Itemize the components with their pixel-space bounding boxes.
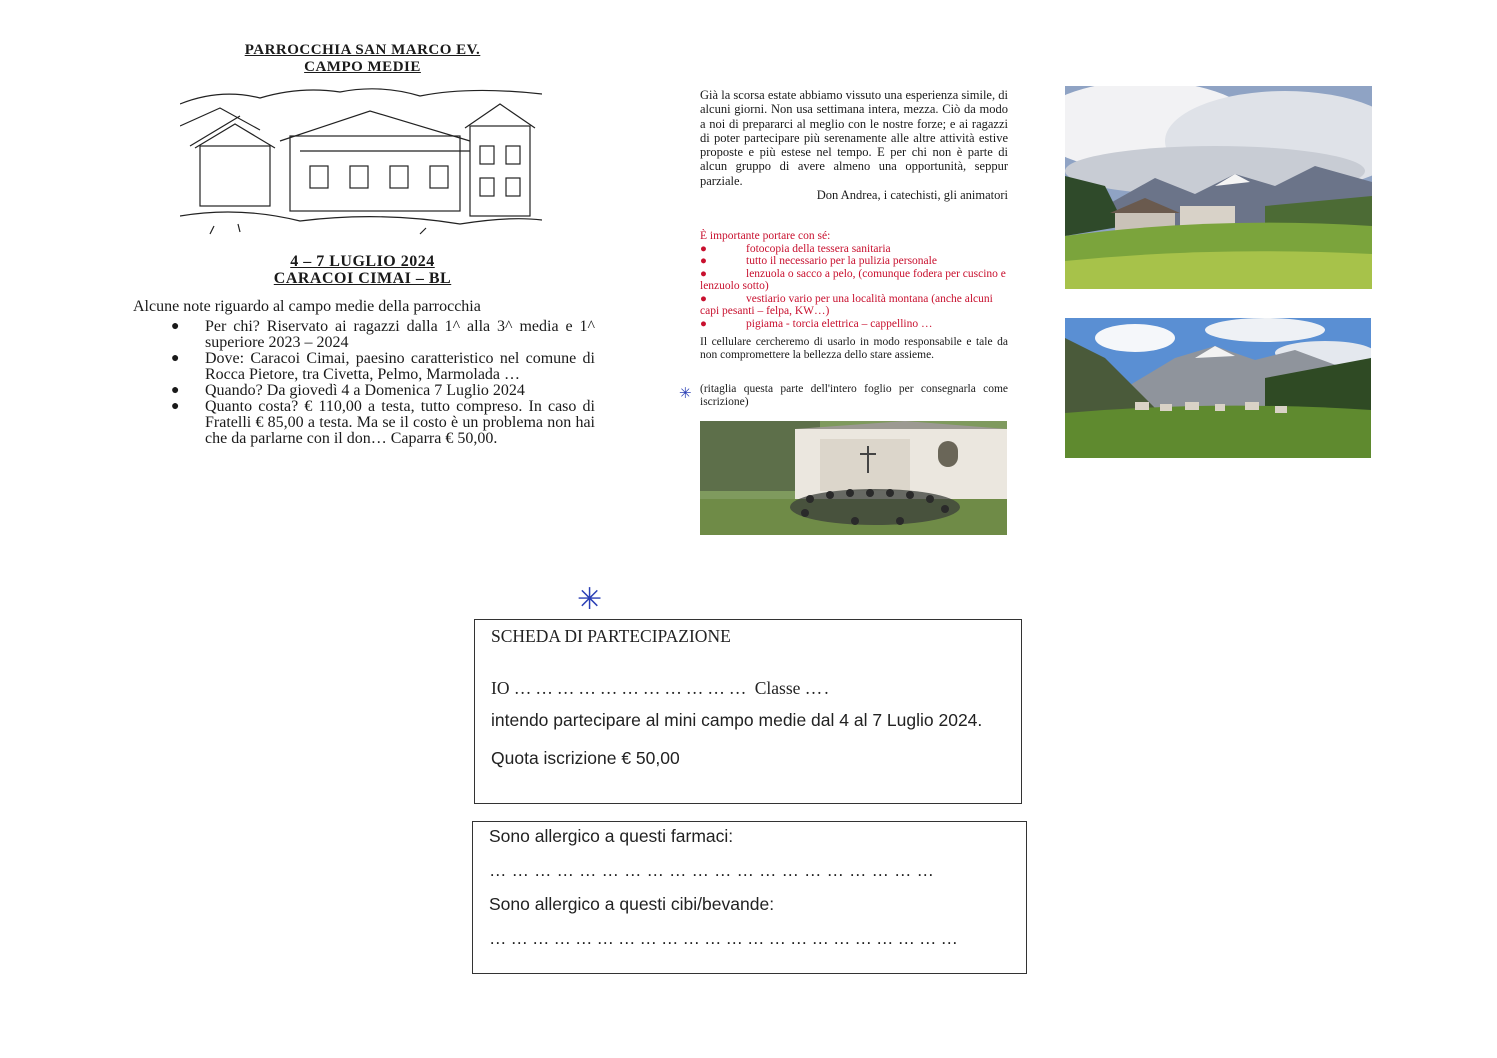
house-sketch <box>180 86 542 236</box>
valley-photo <box>1065 318 1371 458</box>
participation-form <box>474 619 1022 804</box>
list-item: ● pigiama - torcia elettrica – cappellino … <box>700 317 933 330</box>
letter-block <box>700 88 1008 202</box>
camp-notes <box>133 299 595 447</box>
quota-text: Quota iscrizione € 50,00 <box>491 748 680 768</box>
notes-intro: Alcune note riguardo al campo medie della parrocchia <box>133 298 481 315</box>
io-label: IO <box>491 678 510 698</box>
camp-dates: 4 – 7 LUGLIO 2024 <box>290 253 435 270</box>
camp-name: CAMPO MEDIE <box>304 59 421 75</box>
drugs-label: Sono allergico a questi farmaci: <box>489 826 734 846</box>
phone-note: Il cellulare cercheremo di usarlo in modo responsabile e tale da non compromettere la bellezza dello stare assieme. <box>700 336 1008 361</box>
scissors-asterisk-icon: ✳ <box>577 583 603 616</box>
food-field[interactable]: ………………………………………………………… <box>489 928 962 948</box>
io-line <box>491 678 1021 698</box>
camp-place: CARACOI CIMAI – BL <box>273 270 452 287</box>
classe-label: Classe <box>754 678 801 698</box>
list-item: ● vestiario vario per una località montana (anche alcuni capi pesanti – felpa, KW…) <box>700 292 993 317</box>
drugs-field[interactable]: …………………………………………………… <box>489 860 939 880</box>
cut-asterisk-icon: ✳ <box>679 386 692 402</box>
notes-list <box>133 319 595 447</box>
parish-title <box>170 42 555 76</box>
intent-text: intendo partecipare al mini campo medie dal 4 al 7 Luglio 2024. <box>491 710 983 730</box>
bring-heading: È importante portare con sé: <box>700 230 831 242</box>
list-item: ● Quando? Da giovedì 4 a Domenica 7 Luglio 2024 <box>171 382 525 399</box>
io-field[interactable]: …………………………… <box>513 678 751 698</box>
allergies-form <box>472 821 1027 974</box>
form-title: SCHEDA DI PARTECIPAZIONE <box>491 626 731 646</box>
bring-list <box>700 230 1008 330</box>
classe-field[interactable]: …. <box>804 678 831 698</box>
list-item: ● Quanto costa? € 110,00 a testa, tutto compreso. In caso di Fratelli € 85,00 a testa. Ma se il costo è un problema non hai che da parlarne con il don… Caparra € 50,00. <box>171 398 595 447</box>
list-item: ● fotocopia della tessera sanitaria <box>700 242 891 255</box>
food-label: Sono allergico a questi cibi/bevande: <box>489 894 775 914</box>
letter-text: Già la scorsa estate abbiamo vissuto una esperienza simile, di alcuni giorni. Non usa settimana intera, mezza. Ciò da modo a noi di prepararci al meglio con le nostre forze; e ai ragazzi di poter partecipare più serenamente alle altre attività estive proposte e più estese nel tempo. E per chi non è parte di alcun gruppo di avere almeno una opportunità, seppur parziale. <box>700 88 1008 188</box>
list-item: ● Dove: Caracoi Cimai, paesino caratteristico nel comune di Rocca Pietore, tra Civetta, Pelmo, Marmolada … <box>171 350 595 383</box>
list-item: ● tutto il necessario per la pulizia personale <box>700 255 937 267</box>
cut-note: (ritaglia questa parte dell'intero foglio per consegnarla come iscrizione) <box>700 383 1008 408</box>
list-item: ● Per chi? Riservato ai ragazzi dalla 1^ alla 3^ media e 1^ superiore 2023 – 2024 <box>171 318 595 351</box>
letter-signature: Don Andrea, i catechisti, gli animatori <box>816 188 1008 203</box>
mountain-village-photo <box>1065 86 1372 289</box>
parish-name: PARROCCHIA SAN MARCO EV. <box>244 42 481 58</box>
group-photo <box>700 421 1007 535</box>
camp-dates-block <box>190 253 535 287</box>
list-item: ● lenzuola o sacco a pelo, (comunque fodera per cuscino e lenzuolo sotto) <box>700 267 1006 292</box>
